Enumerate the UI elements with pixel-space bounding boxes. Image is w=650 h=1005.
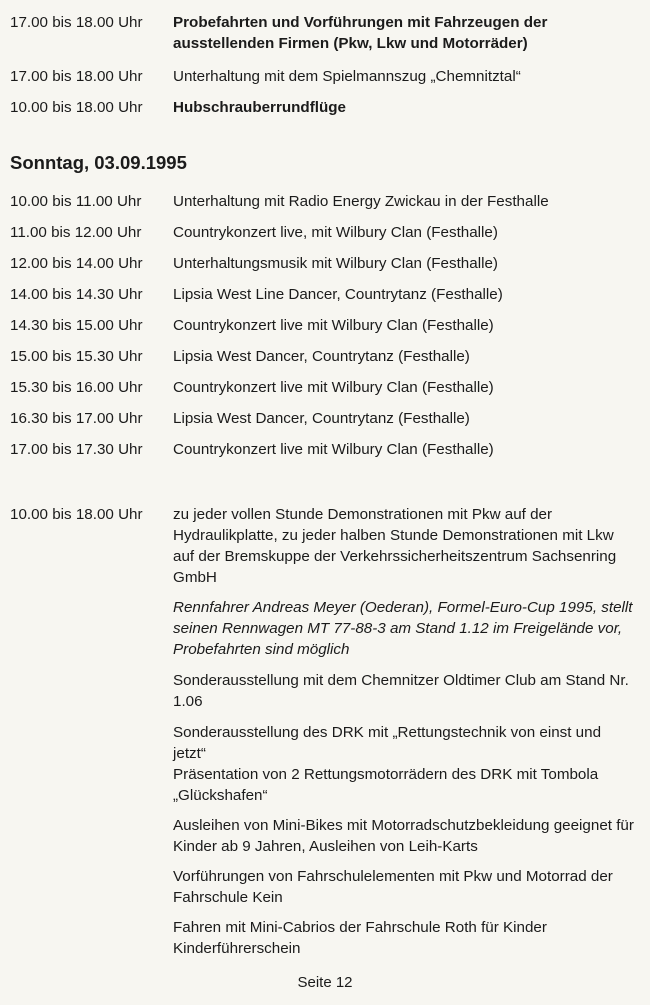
event-description: Countrykonzert live mit Wilbury Clan (Festhalle) [173,317,494,334]
event-description: Countrykonzert live mit Wilbury Clan (Festhalle) [173,379,494,396]
drk-tombola-description: Präsentation von 2 Rettungsmotorrädern des DRK mit Tombola „Glückshafen“ [173,766,599,804]
fahrschule-description: Vorführungen von Fahrschulelementen mit Pkw und Motorrad der Fahrschule Kein [173,868,613,906]
demo-description: zu jeder vollen Stunde Demonstrationen mit Pkw auf der Hydraulikplatte, zu jeder halben Stunde Demonstrationen mit Lkw auf der Bremskuppe der Verkehrssicherheitszentrum Sachsenring GmbH [173,506,617,586]
event-description: Lipsia West Dancer, Countrytanz (Festhalle) [173,348,470,365]
event-description: Lipsia West Dancer, Countrytanz (Festhalle) [173,410,470,427]
oldtimer-description: Sonderausstellung mit dem Chemnitzer Oldtimer Club am Stand Nr. 1.06 [173,672,629,710]
time-range: 10.00 bis 18.00 Uhr [10,506,143,523]
event-description: Unterhaltungsmusik mit Wilbury Clan (Festhalle) [173,255,498,272]
time-range: 12.00 bis 14.00 Uhr [10,255,143,272]
time-range: 15.00 bis 15.30 Uhr [10,348,143,365]
time-range: 10.00 bis 18.00 Uhr [10,99,143,116]
event-description: Unterhaltung mit Radio Energy Zwickau in der Festhalle [173,193,549,210]
time-range: 17.00 bis 18.00 Uhr [10,14,143,31]
time-range: 16.30 bis 17.00 Uhr [10,410,143,427]
time-range: 11.00 bis 12.00 Uhr [10,224,142,241]
time-range: 17.00 bis 17.30 Uhr [10,441,143,458]
time-range: 15.30 bis 16.00 Uhr [10,379,143,396]
time-range: 14.00 bis 14.30 Uhr [10,286,143,303]
drk-description: Sonderausstellung des DRK mit „Rettungstechnik von einst und jetzt“ [173,724,602,762]
time-range: 17.00 bis 18.00 Uhr [10,68,143,85]
time-range: 10.00 bis 11.00 Uhr [10,193,142,210]
event-description: Countrykonzert live, mit Wilbury Clan (Festhalle) [173,224,498,241]
event-description: Lipsia West Line Dancer, Countrytanz (Festhalle) [173,286,503,303]
day-heading: Sonntag, 03.09.1995 [10,152,187,173]
event-description: Unterhaltung mit dem Spielmannszug „Chemnitztal“ [173,68,521,85]
event-description: Hubschrauberrundflüge [173,99,346,116]
minibikes-description: Ausleihen von Mini-Bikes mit Motorradschutzbekleidung geeignet für Kinder ab 9 Jahren, Ausleihen von Leih-Karts [173,817,634,855]
time-range: 14.30 bis 15.00 Uhr [10,317,143,334]
cabrio-description: Fahren mit Mini-Cabrios der Fahrschule Roth für Kinder Kinderführerschein [173,919,547,957]
event-description: Probefahrten und Vorführungen mit Fahrzeugen der ausstellenden Firmen (Pkw, Lkw und Motorräder) [173,14,548,52]
racer-description: Rennfahrer Andreas Meyer (Oederan), Formel-Euro-Cup 1995, stellt seinen Rennwagen MT 77-88-3 am Stand 1.12 im Freigelände vor, Probefahrten sind möglich [173,599,633,658]
event-description: Countrykonzert live mit Wilbury Clan (Festhalle) [173,441,494,458]
page-number: Seite 12 [297,974,353,991]
